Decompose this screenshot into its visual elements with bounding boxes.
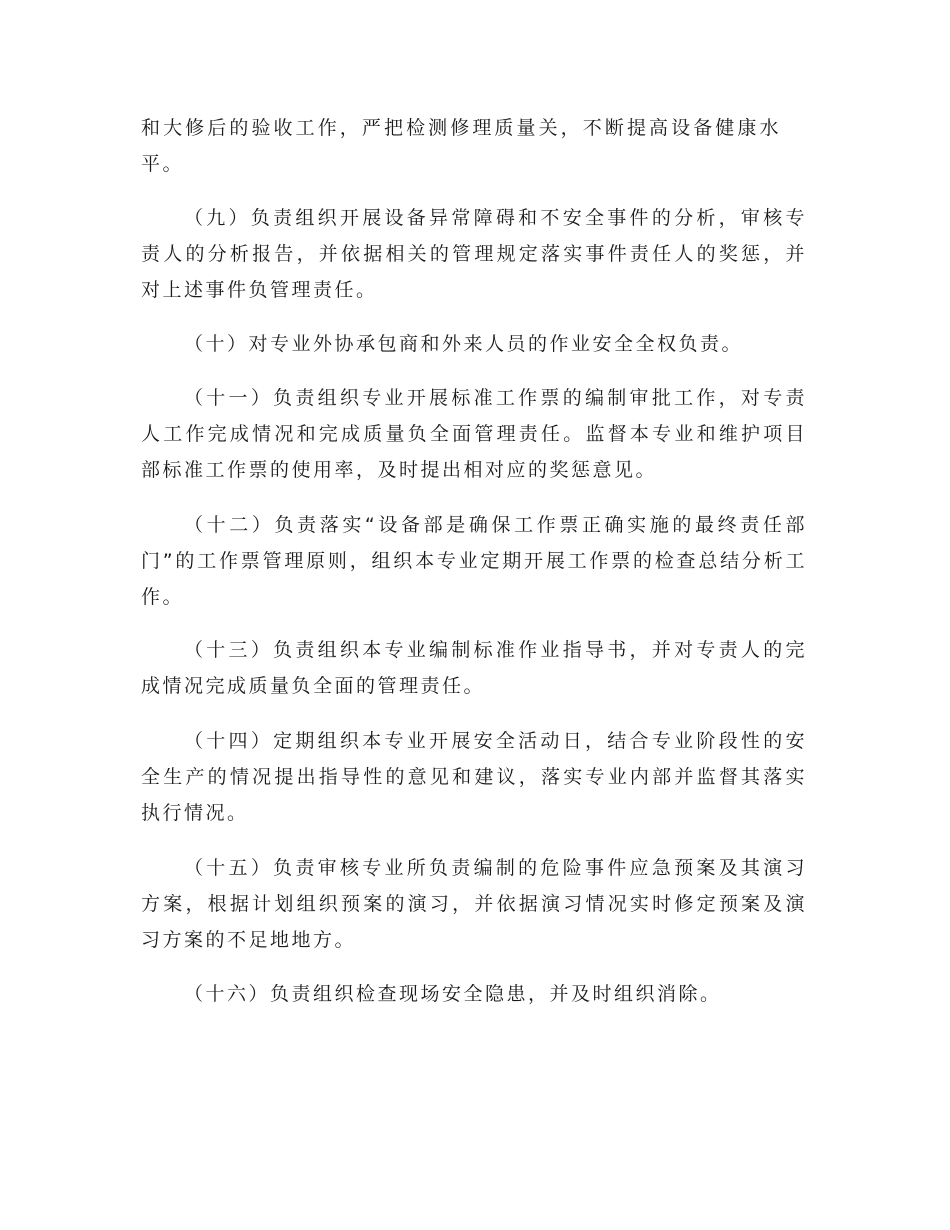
paragraph-item-9: （九）负责组织开展设备异常障碍和不安全事件的分析，审核专责人的分析报告，并依据相关的管理规定落实事件责任人的奖惩，并对上述事件负管理责任。 [141, 207, 807, 301]
paragraph-item-11: （十一）负责组织专业开展标准工作票的编制审批工作，对专责人工作完成情况和完成质量负全面管理责任。监督本专业和维护项目部标准工作票的使用率，及时提出相对应的奖惩意见。 [141, 387, 807, 481]
paragraph-item-15: （十五）负责审核专业所负责编制的危险事件应急预案及其演习方案，根据计划组织预案的演习，并依据演习情况实时修定预案及演习方案的不足地地方。 [141, 857, 807, 951]
paragraph-continuation: 和大修后的验收工作，严把检测修理质量关，不断提高设备健康水平。 [141, 117, 781, 175]
paragraph-item-13: （十三）负责组织本专业编制标准作业指导书，并对专责人的完成情况完成质量负全面的管理责任。 [141, 639, 807, 697]
paragraph-item-14: （十四）定期组织本专业开展安全活动日，结合专业阶段性的安全生产的情况提出指导性的意见和建议，落实专业内部并监督其落实执行情况。 [141, 730, 807, 824]
paragraph-item-12: （十二）负责落实“设备部是确保工作票正确实施的最终责任部门”的工作票管理原则，组织本专业定期开展工作票的检查总结分析工作。 [141, 514, 807, 608]
paragraph-item-10: （十）对专业外协承包商和外来人员的作业安全全权负责。 [184, 333, 744, 355]
paragraph-item-16: （十六）负责组织检查现场安全隐患，并及时组织消除。 [184, 983, 722, 1005]
